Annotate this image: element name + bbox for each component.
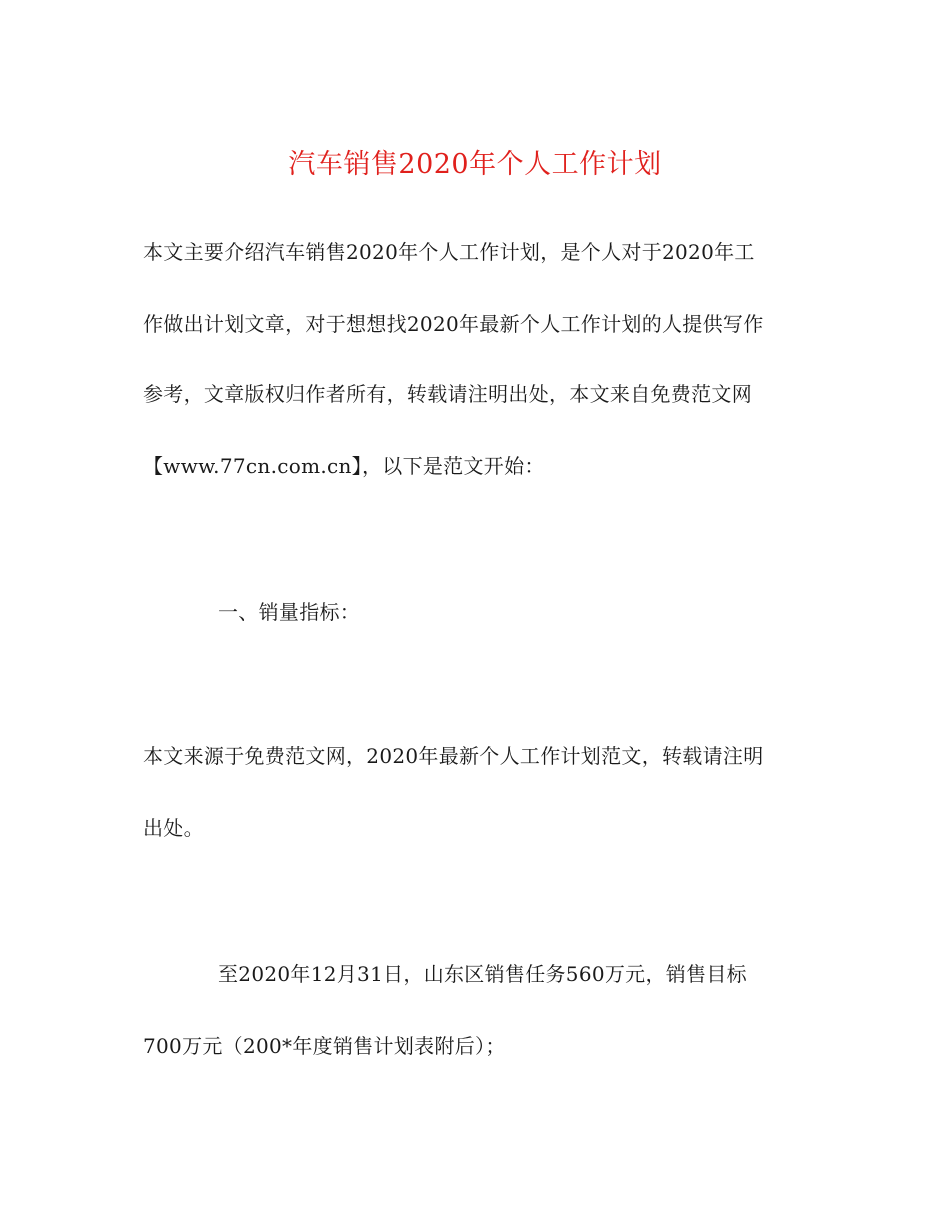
intro-line-2: 作做出计划文章，对于想想找2020年最新个人工作计划的人提供写作: [143, 312, 764, 336]
intro-line-3: 参考，文章版权归作者所有，转载请注明出处，本文来自免费范文网: [143, 382, 752, 406]
intro-line-4: 【www.77cn.com.cn】，以下是范文开始：: [143, 454, 545, 478]
target-line-2: 700万元（200*年度销售计划表附后）；: [143, 1034, 506, 1058]
source-line-2: 出处。: [143, 816, 204, 840]
intro-line-1: 本文主要介绍汽车销售2020年个人工作计划，是个人对于2020年工: [143, 240, 755, 264]
source-line-1: 本文来源于免费范文网，2020年最新个人工作计划范文，转载请注明: [143, 744, 764, 768]
target-line-1: 至2020年12月31日，山东区销售任务560万元，销售目标: [218, 962, 747, 986]
page-title: 汽车销售2020年个人工作计划: [288, 149, 662, 180]
section-heading: 一、销量指标：: [218, 600, 361, 624]
